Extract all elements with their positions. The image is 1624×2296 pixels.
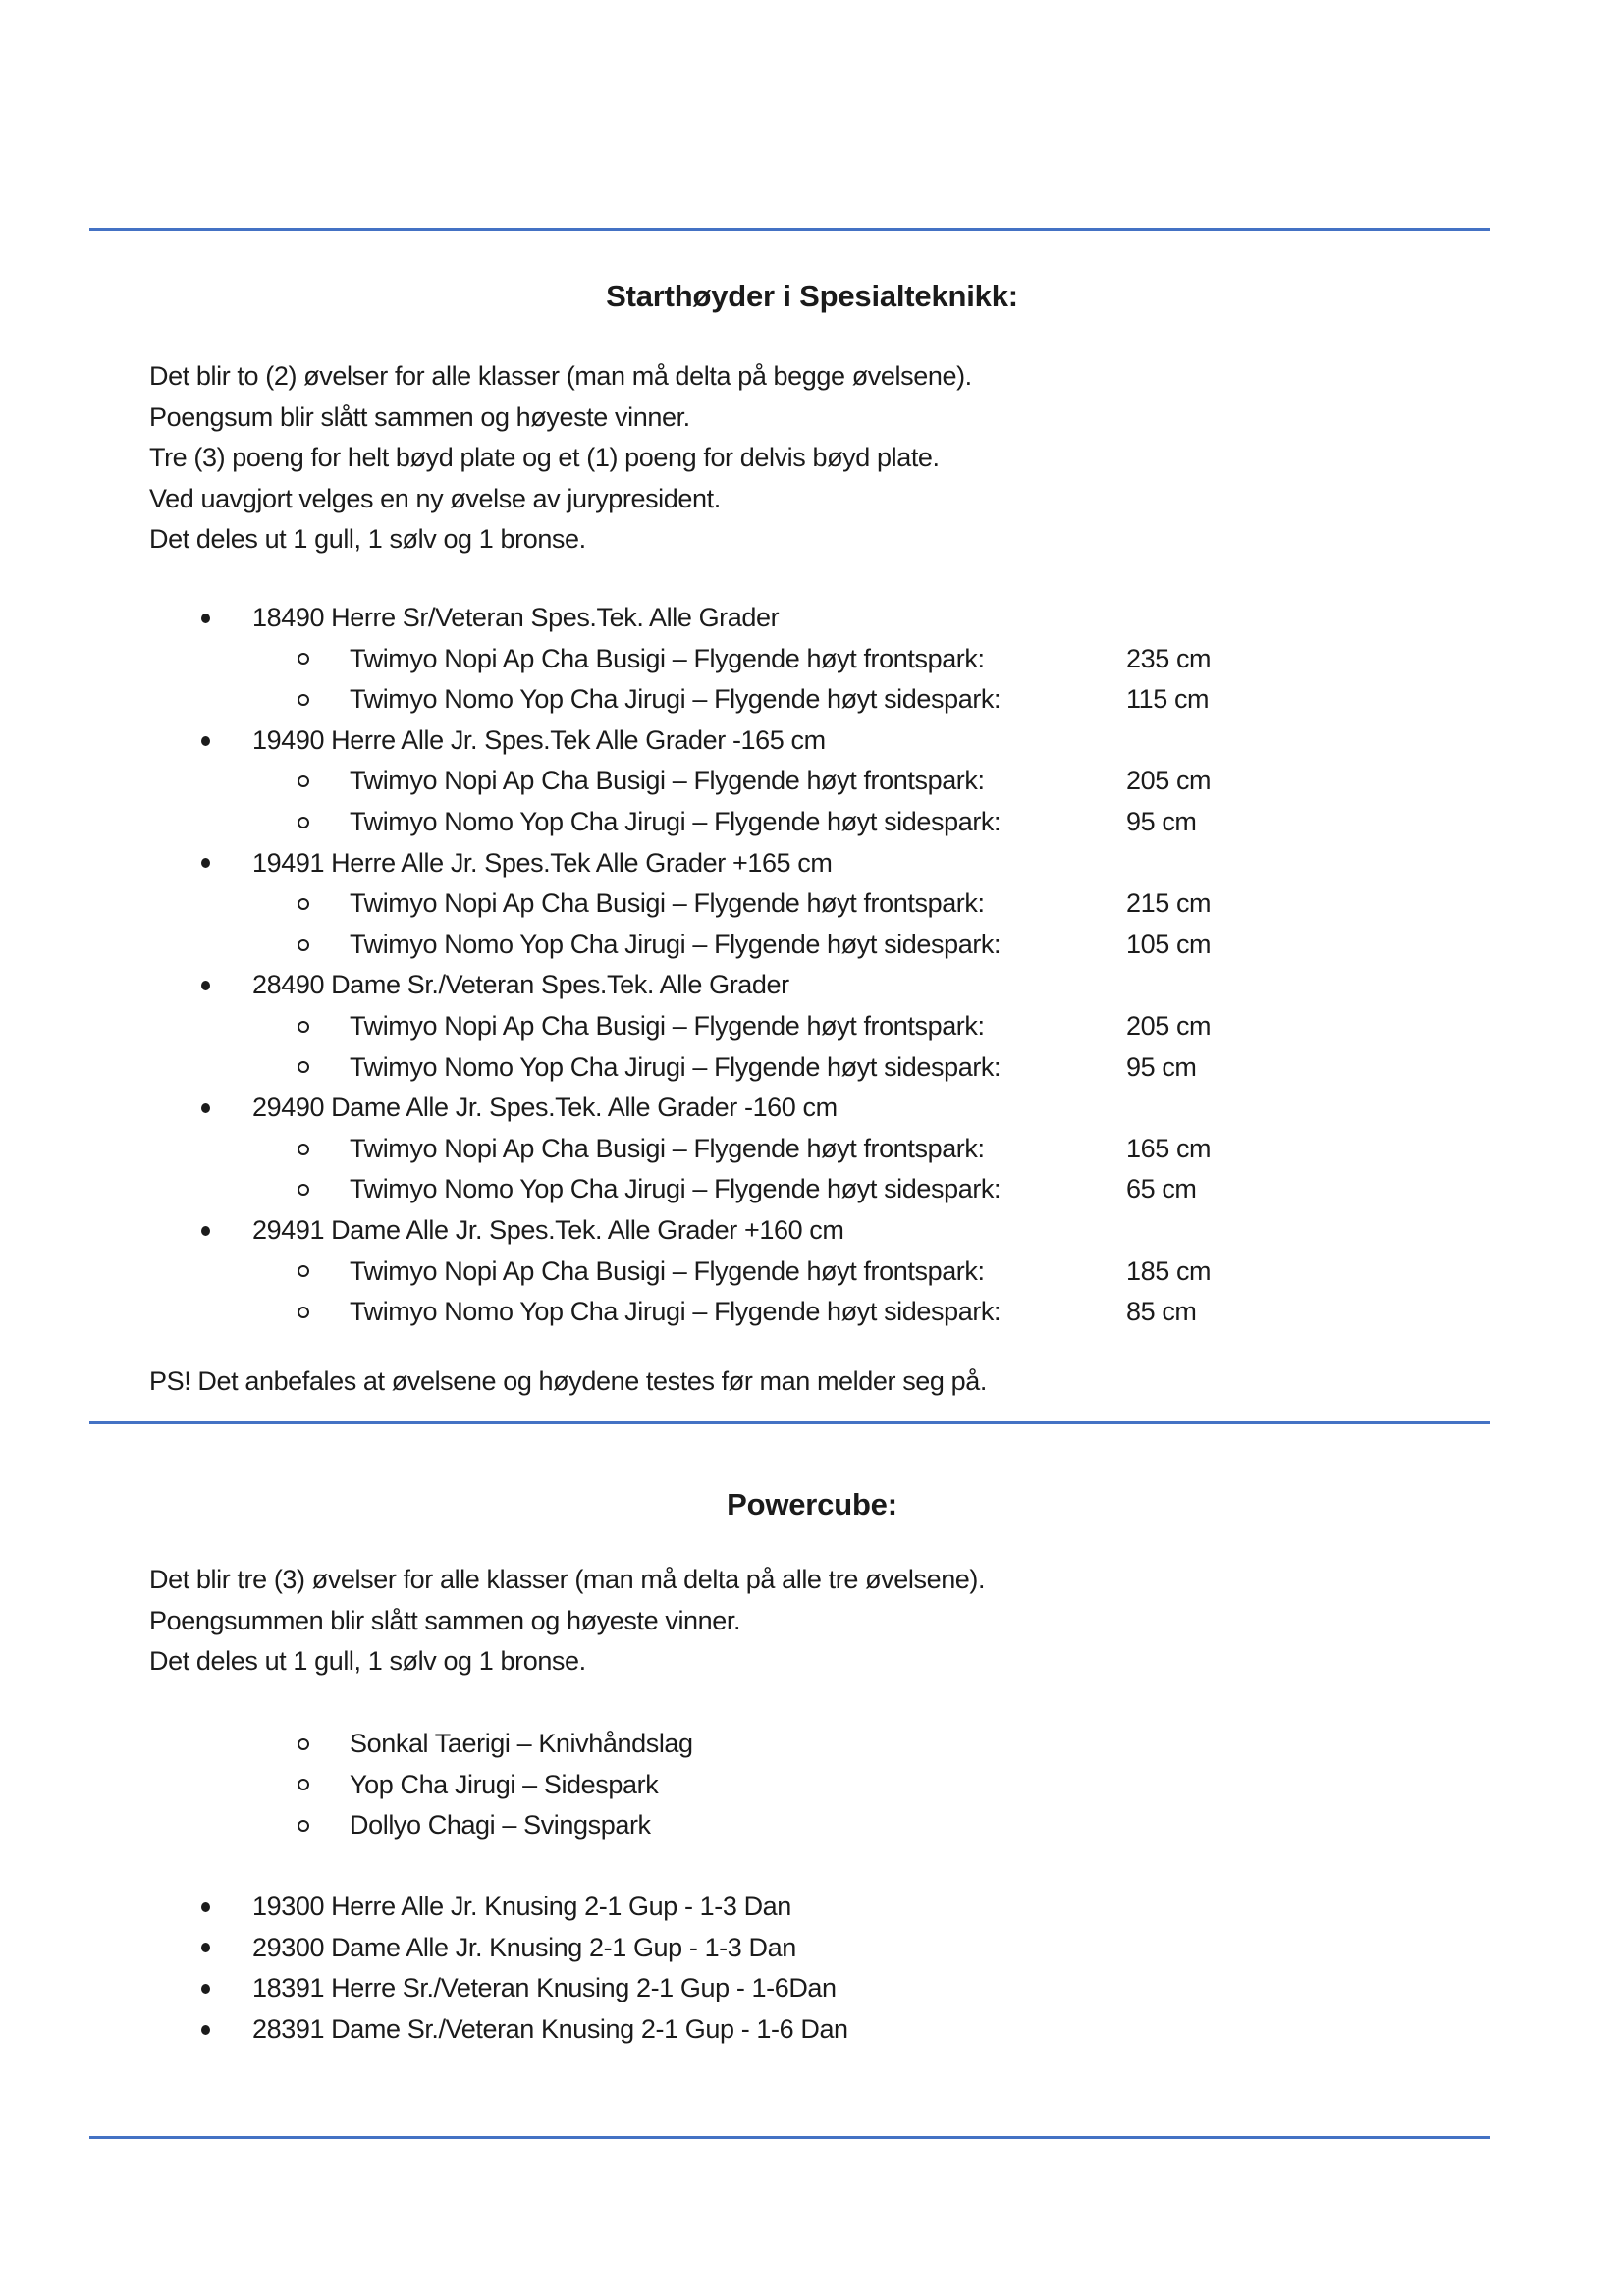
class-title: 19491 Herre Alle Jr. Spes.Tek Alle Grader +165 cm (252, 847, 833, 878)
intro-line: Det blir to (2) øvelser for alle klasser (man må delta på begge øvelsene). (149, 361, 972, 391)
exercise-label: Twimyo Nomo Yop Cha Jirugi – Flygende høyt sidespark: (350, 929, 1001, 959)
circle-bullet-icon (298, 653, 309, 665)
bullet-icon (201, 1984, 210, 1994)
exercise-item (0, 1169, 1624, 1210)
exercise-start-height: 205 cm (1126, 1010, 1212, 1041)
circle-bullet-icon (298, 775, 309, 787)
exercise-item (0, 883, 1624, 925)
section-divider-top (89, 228, 1490, 231)
class-title: 18391 Herre Sr./Veteran Knusing 2-1 Gup - 1-6Dan (252, 1973, 837, 2003)
class-item (0, 1968, 1624, 2009)
class-item (0, 1928, 1624, 1969)
class-item (0, 598, 1624, 639)
exercise-label: Twimyo Nopi Ap Cha Busigi – Flygende høyt frontspark: (350, 1133, 985, 1163)
exercise-item (0, 802, 1624, 843)
exercise-start-height: 65 cm (1126, 1174, 1197, 1204)
exercise-item (0, 1252, 1624, 1293)
exercise-label: Dollyo Chagi – Svingspark (350, 1810, 651, 1841)
exercise-start-height: 185 cm (1126, 1255, 1212, 1286)
powercube-intro (149, 1560, 985, 1682)
circle-bullet-icon (298, 1820, 309, 1832)
circle-bullet-icon (298, 939, 309, 951)
exercise-item (0, 639, 1624, 680)
powercube-class-list (0, 1887, 1624, 2050)
intro-line: Det deles ut 1 gull, 1 sølv og 1 bronse. (149, 1646, 586, 1677)
class-item (0, 1088, 1624, 1129)
intro-line: Det deles ut 1 gull, 1 sølv og 1 bronse. (149, 524, 586, 555)
intro-line: Ved uavgjort velges en ny øvelse av jurypresident. (149, 483, 721, 513)
class-item (0, 721, 1624, 762)
spesialteknikk-intro (149, 356, 972, 561)
exercise-start-height: 235 cm (1126, 643, 1212, 673)
exercise-item (0, 1765, 1624, 1806)
bullet-icon (201, 1943, 210, 1952)
exercise-label: Twimyo Nomo Yop Cha Jirugi – Flygende høyt sidespark: (350, 1174, 1001, 1204)
exercise-item (0, 1129, 1624, 1170)
exercise-label: Twimyo Nopi Ap Cha Busigi – Flygende høyt frontspark: (350, 1010, 985, 1041)
exercise-label: Twimyo Nopi Ap Cha Busigi – Flygende høyt frontspark: (350, 643, 985, 673)
class-item (0, 1210, 1624, 1252)
intro-line: Poengsummen blir slått sammen og høyeste vinner. (149, 1605, 741, 1635)
class-item (0, 965, 1624, 1006)
circle-bullet-icon (298, 1265, 309, 1277)
powercube-exercise-list (0, 1724, 1624, 1846)
circle-bullet-icon (298, 1184, 309, 1196)
section-divider-middle (89, 1421, 1490, 1424)
circle-bullet-icon (298, 898, 309, 910)
circle-bullet-icon (298, 1061, 309, 1073)
circle-bullet-icon (298, 1779, 309, 1790)
circle-bullet-icon (298, 1738, 309, 1750)
bullet-icon (201, 2025, 210, 2035)
exercise-start-height: 205 cm (1126, 766, 1212, 796)
intro-line: Tre (3) poeng for helt bøyd plate og et (1) poeng for delvis bøyd plate. (149, 443, 940, 473)
class-item (0, 2009, 1624, 2051)
class-title: 29300 Dame Alle Jr. Knusing 2-1 Gup - 1-3 Dan (252, 1932, 796, 1962)
class-title: 29491 Dame Alle Jr. Spes.Tek. Alle Grader +160 cm (252, 1214, 844, 1245)
exercise-label: Twimyo Nomo Yop Cha Jirugi – Flygende høyt sidespark: (350, 806, 1001, 836)
exercise-start-height: 165 cm (1126, 1133, 1212, 1163)
exercise-item (0, 679, 1624, 721)
bullet-icon (201, 736, 210, 746)
class-item (0, 1887, 1624, 1928)
exercise-start-height: 215 cm (1126, 888, 1212, 919)
intro-line: Det blir tre (3) øvelser for alle klasser (man må delta på alle tre øvelsene). (149, 1565, 986, 1594)
exercise-label: Twimyo Nomo Yop Cha Jirugi – Flygende høyt sidespark: (350, 1051, 1001, 1082)
exercise-label: Sonkal Taerigi – Knivhåndslag (350, 1729, 693, 1758)
circle-bullet-icon (298, 1144, 309, 1155)
class-title: 19490 Herre Alle Jr. Spes.Tek Alle Grader -165 cm (252, 724, 826, 755)
circle-bullet-icon (298, 694, 309, 706)
exercise-start-height: 105 cm (1126, 929, 1212, 959)
exercise-label: Twimyo Nomo Yop Cha Jirugi – Flygende høyt sidespark: (350, 1297, 1001, 1327)
circle-bullet-icon (298, 817, 309, 828)
exercise-start-height: 95 cm (1126, 806, 1197, 836)
bullet-icon (201, 1103, 210, 1113)
section-heading-powercube: Powercube: (727, 1487, 897, 1522)
class-item (0, 843, 1624, 884)
circle-bullet-icon (298, 1021, 309, 1033)
circle-bullet-icon (298, 1307, 309, 1318)
exercise-item (0, 1292, 1624, 1333)
ps-note: PS! Det anbefales at øvelsene og høydene testes før man melder seg på. (149, 1366, 987, 1396)
bullet-icon (201, 1902, 210, 1912)
exercise-item (0, 925, 1624, 966)
bullet-icon (201, 1226, 210, 1236)
exercise-label: Twimyo Nomo Yop Cha Jirugi – Flygende høyt sidespark: (350, 684, 1001, 715)
section-divider-bottom (89, 2136, 1490, 2139)
exercise-start-height: 85 cm (1126, 1297, 1197, 1327)
exercise-item (0, 1724, 1624, 1765)
exercise-label: Twimyo Nopi Ap Cha Busigi – Flygende høyt frontspark: (350, 888, 985, 919)
bullet-icon (201, 858, 210, 868)
class-title: 29490 Dame Alle Jr. Spes.Tek. Alle Grader -160 cm (252, 1093, 838, 1123)
ps-note-block (149, 1362, 987, 1403)
exercise-start-height: 115 cm (1126, 684, 1210, 715)
spesialteknikk-class-list (0, 598, 1624, 1333)
exercise-label: Twimyo Nopi Ap Cha Busigi – Flygende høyt frontspark: (350, 766, 985, 796)
exercise-start-height: 95 cm (1126, 1051, 1197, 1082)
exercise-item (0, 761, 1624, 802)
bullet-icon (201, 614, 210, 623)
section-heading-spesialteknikk: Starthøyder i Spesialteknikk: (606, 279, 1018, 313)
bullet-icon (201, 981, 210, 990)
class-title: 28391 Dame Sr./Veteran Knusing 2-1 Gup - 1-6 Dan (252, 2013, 848, 2044)
exercise-label: Twimyo Nopi Ap Cha Busigi – Flygende høyt frontspark: (350, 1255, 985, 1286)
class-title: 19300 Herre Alle Jr. Knusing 2-1 Gup - 1-3 Dan (252, 1892, 791, 1921)
exercise-label: Yop Cha Jirugi – Sidespark (350, 1769, 659, 1799)
class-title: 28490 Dame Sr./Veteran Spes.Tek. Alle Grader (252, 970, 789, 1000)
class-title: 18490 Herre Sr/Veteran Spes.Tek. Alle Grader (252, 603, 780, 632)
intro-line: Poengsum blir slått sammen og høyeste vinner. (149, 401, 690, 432)
exercise-item (0, 1047, 1624, 1089)
exercise-item (0, 1006, 1624, 1047)
exercise-item (0, 1805, 1624, 1846)
